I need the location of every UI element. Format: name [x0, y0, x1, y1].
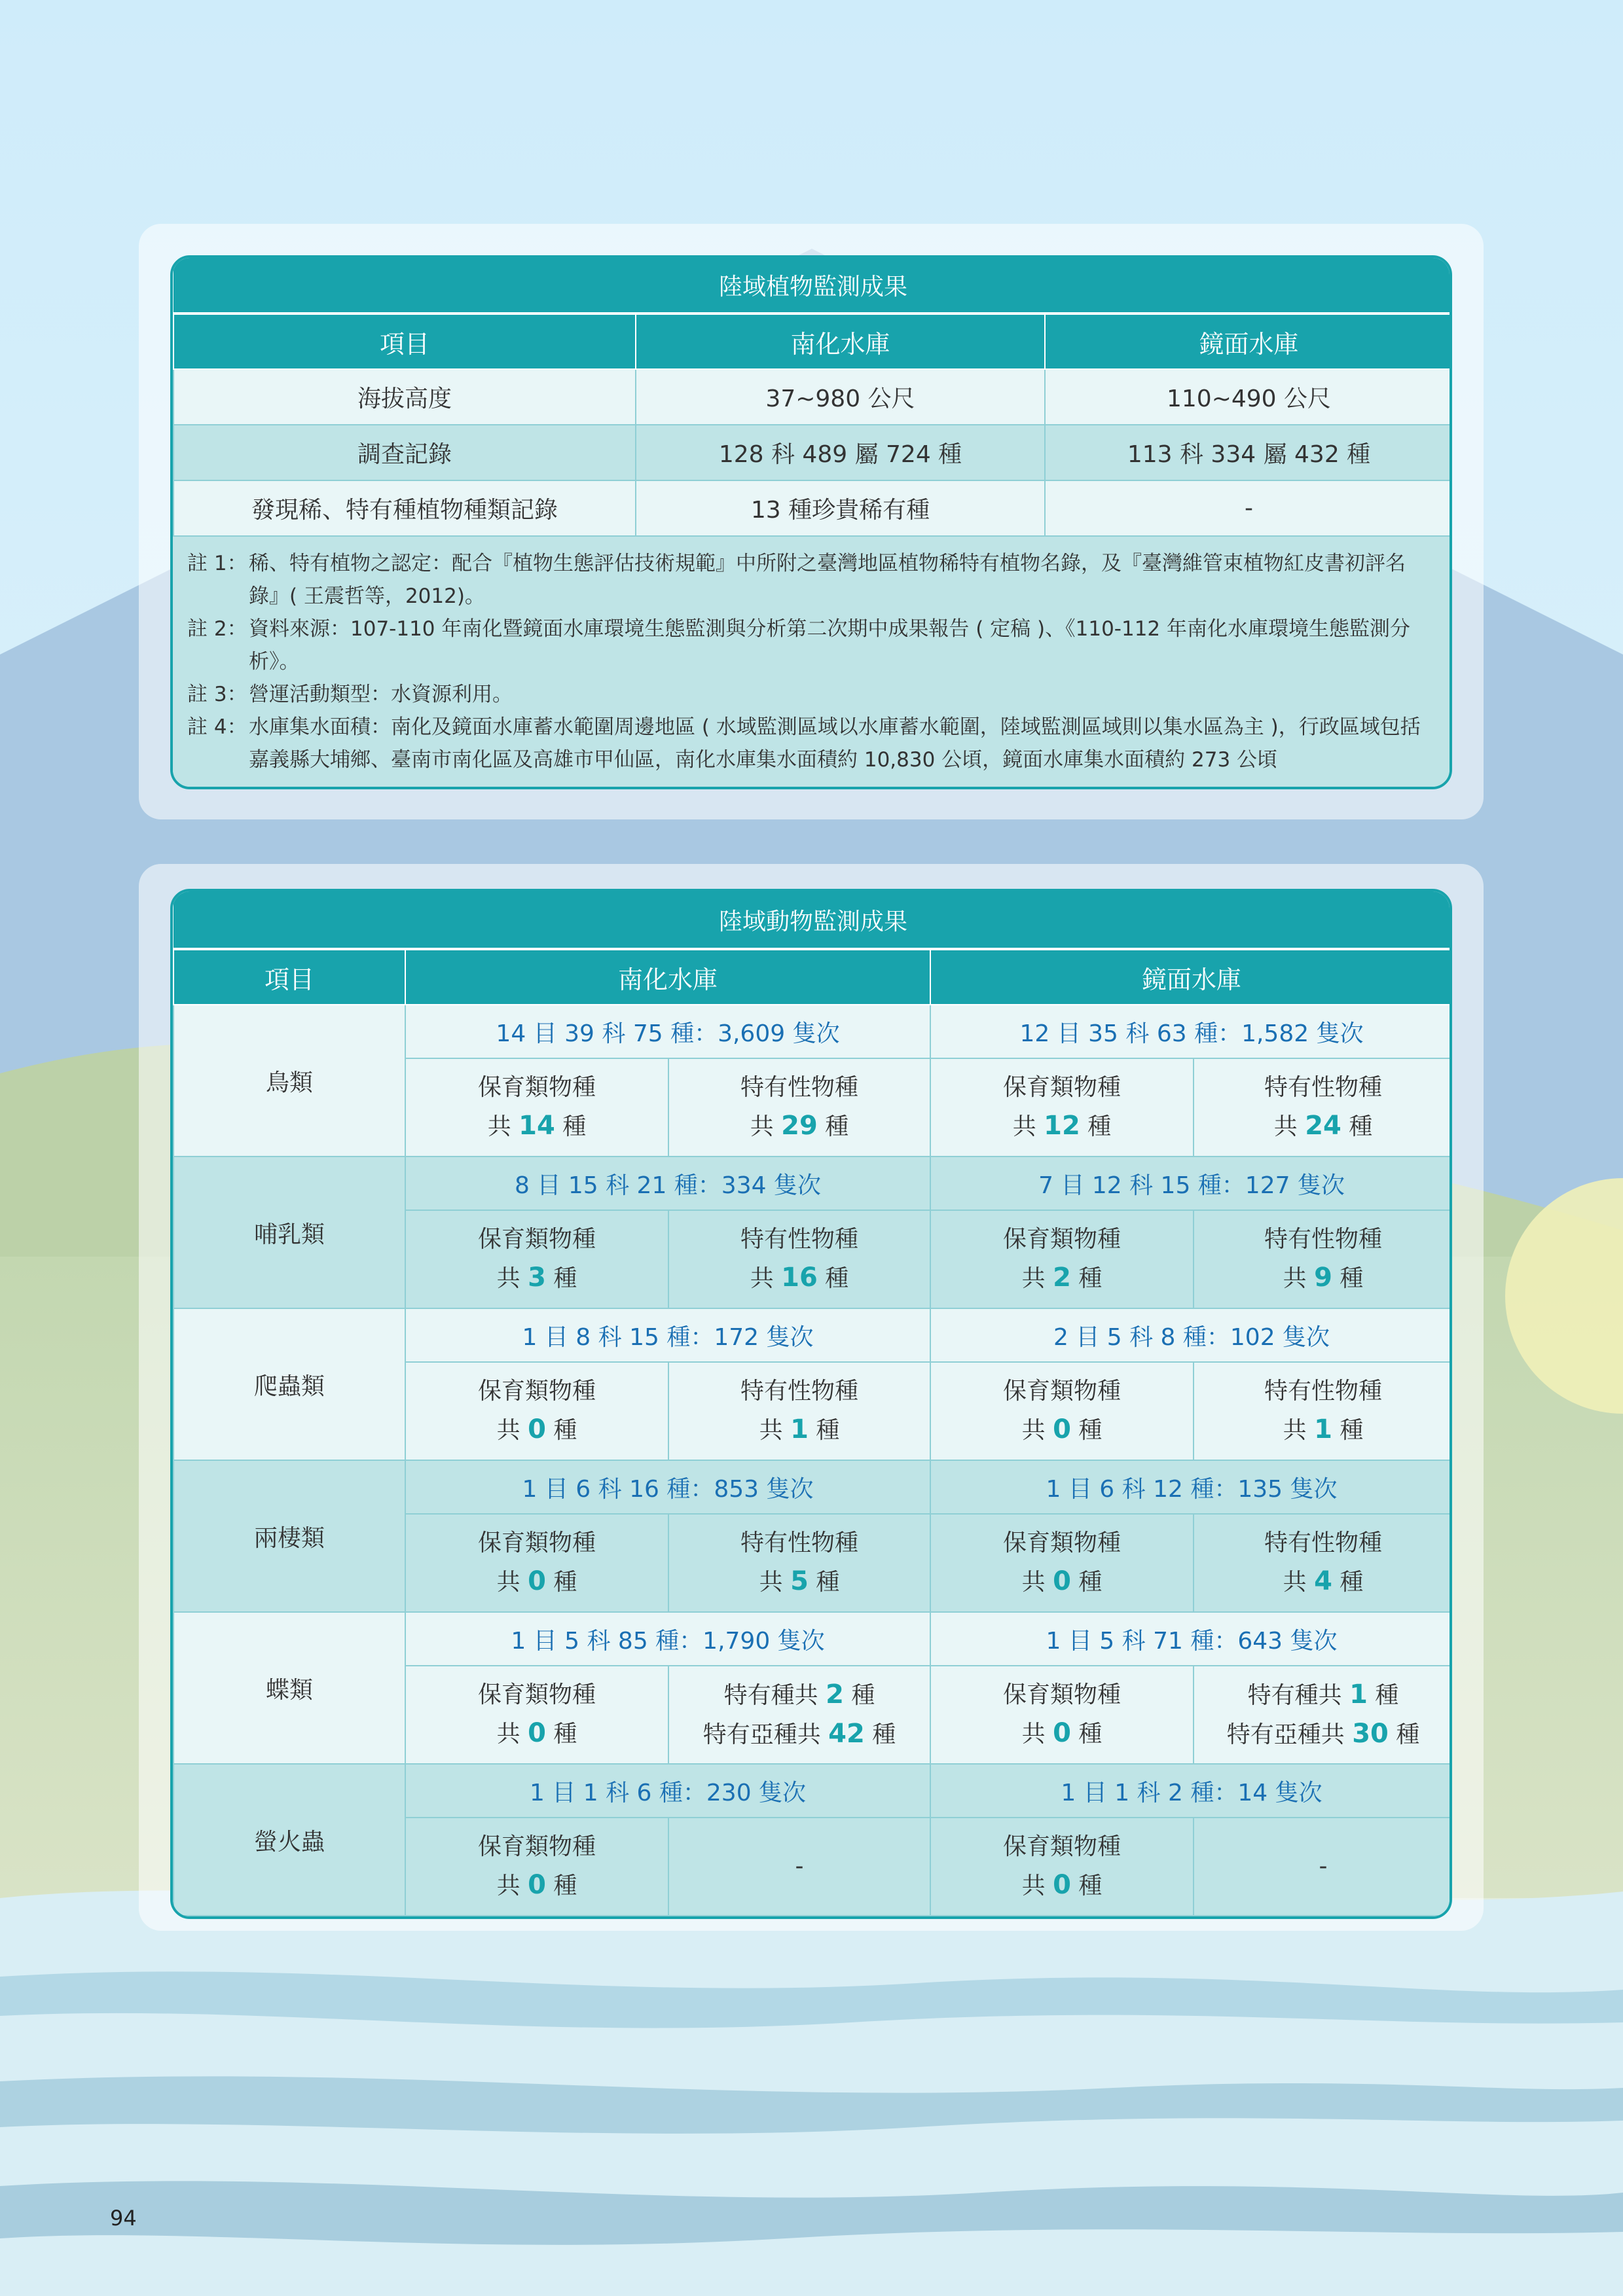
species-label: 保育類物種 [1002, 1226, 1121, 1253]
nanhua-summary: 1 目 1 科 6 種：230 隻次 [405, 1764, 930, 1818]
species-label: 特有性物種 [1264, 1378, 1383, 1405]
note-key: 註 1： [187, 552, 247, 575]
count-prefix: 共 [496, 1417, 520, 1444]
species-count-line [669, 1715, 930, 1754]
species-count-cell [930, 1514, 1194, 1612]
species-count-cell [930, 1362, 1194, 1460]
note-1 [187, 547, 1435, 613]
jingmian-summary: 2 目 5 科 8 種：102 隻次 [930, 1308, 1452, 1362]
count-unit: 種 [553, 1265, 577, 1292]
plant-table-title: 陸域植物監測成果 [173, 258, 1452, 314]
species-count [406, 1107, 668, 1146]
count-unit: 種 [825, 1265, 849, 1292]
species-count-line [1194, 1676, 1452, 1715]
species-label: 保育類物種 [477, 1074, 596, 1101]
count-prefix: 共 [1273, 1113, 1298, 1140]
count-number: 0 [528, 1414, 546, 1444]
count-prefix: 共 [1283, 1417, 1307, 1444]
species-label: 特有性物種 [1264, 1074, 1383, 1101]
plant-table [173, 258, 1452, 537]
count-unit: 種 [553, 1569, 577, 1596]
species-label: 保育類物種 [477, 1226, 596, 1253]
table-row [173, 1308, 1452, 1362]
count-number: 42 [828, 1719, 865, 1749]
count-prefix: 共 [496, 1265, 520, 1292]
empty-cell: - [668, 1818, 930, 1916]
species-count [1194, 1562, 1452, 1602]
count-number: 0 [528, 1870, 546, 1900]
table-row [173, 1764, 1452, 1818]
species-count [931, 1410, 1193, 1450]
count-unit: 種 [553, 1873, 577, 1899]
note-text: 營運活動類型：水資源利用。 [249, 683, 513, 706]
count-unit: 種 [1340, 1265, 1364, 1292]
note-text: 資料來源：107-110 年南化暨鏡面水庫環境生態監測與分析第二次期中成果報告 ( 定稿 )、《110-112 年南化水庫環境生態監測分析》。 [249, 617, 1411, 673]
row-item: 發現稀、特有種植物種類記錄 [173, 480, 636, 536]
species-count-cell [405, 1666, 668, 1764]
species-count-line [1194, 1715, 1452, 1754]
species-label: 保育類物種 [477, 1681, 596, 1708]
count-number: 0 [1053, 1718, 1071, 1748]
count-number: 1 [790, 1414, 809, 1444]
nanhua-summary: 8 目 15 科 21 種：334 隻次 [405, 1157, 930, 1210]
animal-group-name: 爬蟲類 [173, 1308, 405, 1460]
nanhua-value: 13 種珍貴稀有種 [636, 480, 1045, 536]
species-label: 特有亞種共 [1226, 1721, 1345, 1748]
species-count-cell [1194, 1362, 1452, 1460]
count-number: 16 [781, 1263, 818, 1293]
species-count [669, 1259, 930, 1298]
animal-group-name: 哺乳類 [173, 1157, 405, 1308]
species-count [1194, 1107, 1452, 1146]
count-unit: 種 [851, 1682, 875, 1709]
count-unit: 種 [553, 1417, 577, 1444]
page-number: 94 [110, 2206, 137, 2231]
count-number: 9 [1314, 1263, 1332, 1293]
count-unit: 種 [553, 1721, 577, 1748]
jingmian-summary: 1 目 1 科 2 種：14 隻次 [930, 1764, 1452, 1818]
count-number: 5 [790, 1566, 809, 1596]
animal-group-name: 螢火蟲 [173, 1764, 405, 1916]
count-prefix: 共 [1021, 1417, 1046, 1444]
jingmian-value: 110~490 公尺 [1045, 369, 1452, 425]
jingmian-value: 113 科 334 屬 432 種 [1045, 425, 1452, 480]
count-number: 0 [528, 1718, 546, 1748]
count-prefix: 共 [496, 1569, 520, 1596]
species-count [669, 1562, 930, 1602]
species-count [931, 1866, 1193, 1905]
count-prefix: 共 [1283, 1265, 1307, 1292]
species-count [406, 1259, 668, 1298]
endemic-count-cell [1194, 1666, 1452, 1764]
table-row [173, 1005, 1452, 1058]
animal-group-name: 蝶類 [173, 1612, 405, 1764]
animal-group-name: 兩棲類 [173, 1460, 405, 1612]
count-number: 30 [1352, 1719, 1389, 1749]
table-row [173, 1157, 1452, 1210]
count-prefix: 共 [487, 1113, 511, 1140]
species-label: 保育類物種 [1002, 1378, 1121, 1405]
count-prefix: 共 [1021, 1569, 1046, 1596]
table-row [173, 369, 1452, 425]
species-label: 特有性物種 [740, 1530, 858, 1556]
count-prefix: 共 [1021, 1721, 1046, 1748]
species-label: 保育類物種 [477, 1530, 596, 1556]
nanhua-value: 128 科 489 屬 724 種 [636, 425, 1045, 480]
species-count-cell [405, 1362, 668, 1460]
note-key: 註 4： [187, 715, 247, 739]
species-count-cell [930, 1818, 1194, 1916]
count-unit: 種 [562, 1113, 587, 1140]
count-prefix: 共 [750, 1113, 774, 1140]
plant-monitoring-card [170, 255, 1452, 789]
animal-group-name: 鳥類 [173, 1005, 405, 1157]
nanhua-summary: 1 目 5 科 85 種：1,790 隻次 [405, 1612, 930, 1666]
species-label: 保育類物種 [1002, 1074, 1121, 1101]
species-count [1194, 1259, 1452, 1298]
species-label: 特有種共 [723, 1682, 818, 1709]
count-number: 0 [528, 1566, 546, 1596]
species-count [931, 1562, 1193, 1602]
note-key: 註 2： [187, 617, 247, 641]
nanhua-summary: 14 目 39 科 75 種：3,609 隻次 [405, 1005, 930, 1058]
count-unit: 種 [1340, 1417, 1364, 1444]
species-label: 特有性物種 [1264, 1226, 1383, 1253]
species-label: 保育類物種 [477, 1833, 596, 1860]
species-count-cell [1194, 1058, 1452, 1157]
note-4 [187, 711, 1435, 776]
count-unit: 種 [1375, 1682, 1399, 1709]
count-number: 3 [528, 1263, 546, 1293]
count-number: 24 [1305, 1111, 1341, 1141]
species-count-cell [930, 1666, 1194, 1764]
species-count [406, 1562, 668, 1602]
animal-header-item: 項目 [173, 949, 405, 1005]
count-number: 29 [781, 1111, 818, 1141]
animal-monitoring-card [170, 889, 1452, 1919]
count-prefix: 共 [750, 1265, 774, 1292]
empty-cell: - [1194, 1818, 1452, 1916]
nanhua-summary: 1 目 6 科 16 種：853 隻次 [405, 1460, 930, 1514]
animal-header-nanhua: 南化水庫 [405, 949, 930, 1005]
count-number: 0 [1053, 1566, 1071, 1596]
count-unit: 種 [1087, 1113, 1112, 1140]
count-unit: 種 [1078, 1721, 1103, 1748]
table-row [173, 425, 1452, 480]
table-row [173, 1460, 1452, 1514]
species-count-cell [405, 1514, 668, 1612]
species-count [669, 1410, 930, 1450]
count-prefix: 共 [496, 1873, 520, 1899]
species-count [669, 1107, 930, 1146]
count-unit: 種 [816, 1569, 840, 1596]
plant-notes [173, 537, 1450, 787]
count-number: 14 [519, 1111, 555, 1141]
count-unit: 種 [1078, 1265, 1103, 1292]
count-number: 2 [826, 1679, 844, 1710]
species-count [931, 1107, 1193, 1146]
count-unit: 種 [1396, 1721, 1420, 1748]
count-prefix: 共 [1021, 1873, 1046, 1899]
species-count-line [669, 1676, 930, 1715]
count-unit: 種 [1078, 1873, 1103, 1899]
count-unit: 種 [825, 1113, 849, 1140]
note-text: 稀、特有植物之認定：配合『植物生態評估技術規範』中所附之臺灣地區植物稀特有植物名錄，及『臺灣維管束植物紅皮書初評名錄』( 王震哲等，2012)。 [249, 552, 1406, 608]
nanhua-value: 37~980 公尺 [636, 369, 1045, 425]
note-3 [187, 678, 1435, 711]
species-label: 特有性物種 [740, 1378, 858, 1405]
count-prefix: 共 [759, 1417, 783, 1444]
species-count-cell [1194, 1210, 1452, 1308]
jingmian-value: - [1045, 480, 1452, 536]
count-number: 0 [1053, 1414, 1071, 1444]
plant-header-item: 項目 [173, 314, 636, 369]
animal-table-title: 陸域動物監測成果 [173, 891, 1452, 949]
jingmian-summary: 1 目 6 科 12 種：135 隻次 [930, 1460, 1452, 1514]
endemic-count-cell [668, 1666, 930, 1764]
species-count-cell [668, 1362, 930, 1460]
count-number: 4 [1314, 1566, 1332, 1596]
species-count-cell [668, 1210, 930, 1308]
species-label: 保育類物種 [1002, 1681, 1121, 1708]
table-row [173, 1612, 1452, 1666]
row-item: 海拔高度 [173, 369, 636, 425]
jingmian-summary: 7 目 12 科 15 種：127 隻次 [930, 1157, 1452, 1210]
count-unit: 種 [1340, 1569, 1364, 1596]
species-label: 特有性物種 [740, 1074, 858, 1101]
jingmian-summary: 1 目 5 科 71 種：643 隻次 [930, 1612, 1452, 1666]
species-count [1194, 1410, 1452, 1450]
count-number: 1 [1349, 1679, 1368, 1710]
species-count [931, 1259, 1193, 1298]
animal-table [173, 891, 1452, 1916]
note-key: 註 3： [187, 683, 247, 706]
species-count-cell [930, 1058, 1194, 1157]
count-unit: 種 [1078, 1569, 1103, 1596]
count-number: 0 [1053, 1870, 1071, 1900]
count-prefix: 共 [1012, 1113, 1036, 1140]
animal-header-jingmian: 鏡面水庫 [930, 949, 1452, 1005]
species-count-cell [930, 1210, 1194, 1308]
table-row [173, 480, 1452, 536]
row-item: 調查記錄 [173, 425, 636, 480]
count-unit: 種 [1078, 1417, 1103, 1444]
species-label: 特有種共 [1247, 1682, 1342, 1709]
note-2 [187, 613, 1435, 678]
note-text: 水庫集水面積：南化及鏡面水庫蓄水範圍周邊地區 ( 水域監測區域以水庫蓄水範圍，陸域監測區域則以集水區為主 )，行政區域包括嘉義縣大埔鄉、臺南市南化區及高雄市甲仙區，南化水庫集水面積約 10,830 公頃，鏡面水庫集水面積約 273 公頃 [249, 715, 1421, 772]
species-count-cell [668, 1514, 930, 1612]
count-number: 1 [1314, 1414, 1332, 1444]
count-prefix: 共 [759, 1569, 783, 1596]
count-unit: 種 [872, 1721, 896, 1748]
nanhua-summary: 1 目 8 科 15 種：172 隻次 [405, 1308, 930, 1362]
species-count-cell [405, 1058, 668, 1157]
count-number: 2 [1053, 1263, 1071, 1293]
species-count [406, 1866, 668, 1905]
count-number: 12 [1044, 1111, 1080, 1141]
count-prefix: 共 [1283, 1569, 1307, 1596]
count-unit: 種 [1349, 1113, 1373, 1140]
species-count [406, 1410, 668, 1450]
jingmian-summary: 12 目 35 科 63 種：1,582 隻次 [930, 1005, 1452, 1058]
species-label: 特有性物種 [1264, 1530, 1383, 1556]
species-label: 特有亞種共 [702, 1721, 821, 1748]
count-unit: 種 [816, 1417, 840, 1444]
plant-header-nanhua: 南化水庫 [636, 314, 1045, 369]
species-label: 保育類物種 [477, 1378, 596, 1405]
species-label: 保育類物種 [1002, 1833, 1121, 1860]
species-count-cell [405, 1210, 668, 1308]
species-count-cell [405, 1818, 668, 1916]
species-count [406, 1714, 668, 1753]
species-count-cell [668, 1058, 930, 1157]
count-prefix: 共 [1021, 1265, 1046, 1292]
count-prefix: 共 [496, 1721, 520, 1748]
plant-header-jingmian: 鏡面水庫 [1045, 314, 1452, 369]
species-count [931, 1714, 1193, 1753]
species-label: 特有性物種 [740, 1226, 858, 1253]
species-count-cell [1194, 1514, 1452, 1612]
species-label: 保育類物種 [1002, 1530, 1121, 1556]
